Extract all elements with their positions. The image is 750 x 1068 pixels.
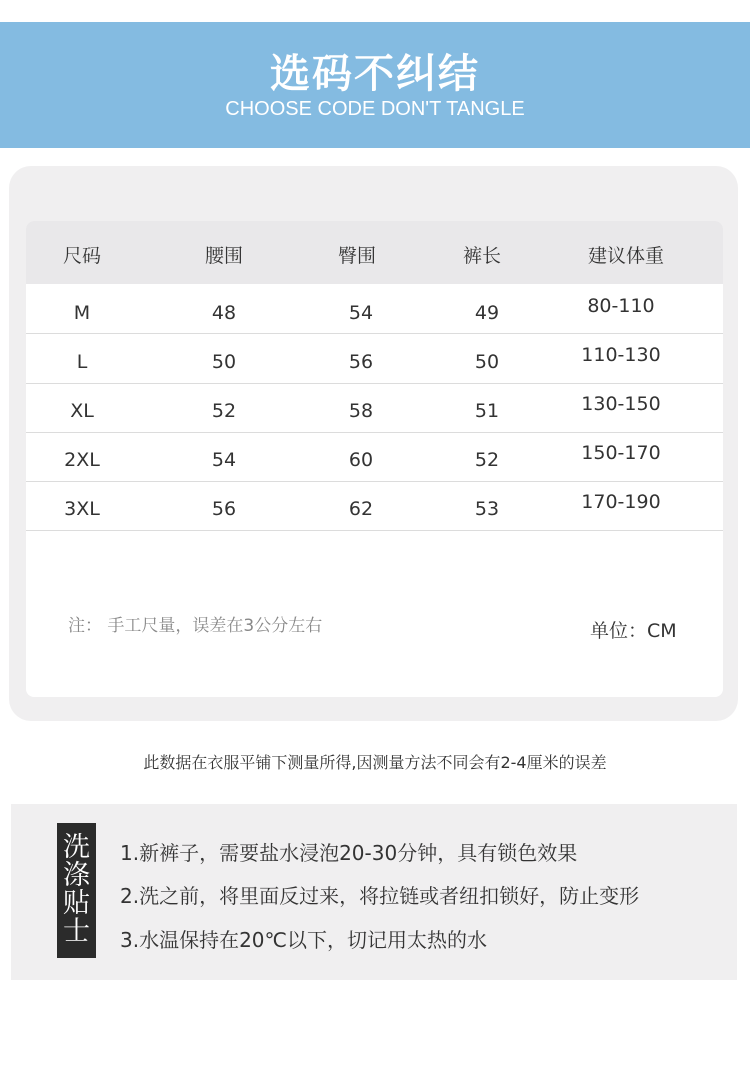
cell-hip: 58 — [348, 400, 374, 422]
table-row — [26, 284, 723, 334]
cell-weight: 110-130 — [581, 344, 661, 366]
cell-size: 3XL — [64, 498, 100, 520]
cell-waist: 56 — [211, 498, 237, 520]
cell-size: XL — [70, 400, 94, 422]
cell-weight: 80-110 — [587, 295, 655, 317]
cell-length: 49 — [474, 302, 500, 324]
column-header-weight: 建议体重 — [587, 245, 664, 267]
cell-waist: 50 — [211, 351, 237, 373]
column-header-length: 裤长 — [462, 245, 501, 267]
cell-hip: 56 — [348, 351, 374, 373]
cell-hip: 62 — [348, 498, 374, 520]
cell-length: 51 — [474, 400, 500, 422]
cell-weight: 150-170 — [581, 442, 661, 464]
cell-waist: 48 — [211, 302, 237, 324]
table-row — [26, 334, 723, 384]
page-subtitle: CHOOSE CODE DON'T TANGLE — [225, 98, 525, 120]
wash-tip: 3.水温保持在20℃以下，切记用太热的水 — [120, 928, 487, 952]
cell-weight: 170-190 — [581, 491, 661, 513]
cell-length: 52 — [474, 449, 500, 471]
wash-tips-badge — [57, 823, 96, 958]
cell-length: 53 — [474, 498, 500, 520]
unit-label: 单位：CM — [590, 620, 677, 642]
cell-hip: 60 — [348, 449, 374, 471]
wash-tip: 2.洗之前，将里面反过来，将拉链或者纽扣锁好，防止变形 — [120, 884, 640, 908]
cell-length: 50 — [474, 351, 500, 373]
wash-tip: 1.新裤子，需要盐水浸泡20-30分钟，具有锁色效果 — [120, 841, 578, 865]
cell-waist: 54 — [211, 449, 237, 471]
measurement-note: 注： 手工尺量，误差在3公分左右 — [68, 616, 323, 636]
size-table-header — [26, 221, 723, 284]
cell-size: L — [76, 351, 88, 373]
measurement-disclaimer: 此数据在衣服平铺下测量所得,因测量方法不同会有2-4厘米的误差 — [143, 753, 607, 772]
cell-hip: 54 — [348, 302, 374, 324]
column-header-size: 尺码 — [62, 245, 101, 267]
column-header-hip: 臀围 — [337, 245, 376, 267]
cell-size: 2XL — [64, 449, 100, 471]
cell-size: M — [73, 302, 91, 324]
cell-weight: 130-150 — [581, 393, 661, 415]
column-header-waist: 腰围 — [204, 245, 243, 267]
badge-char: 涤 — [63, 860, 90, 891]
page-title: 选码不纠结 — [270, 51, 480, 97]
table-row — [26, 481, 723, 531]
badge-char: 洗 — [63, 832, 90, 863]
table-row — [26, 432, 723, 482]
badge-char: 士 — [63, 916, 90, 947]
cell-waist: 52 — [211, 400, 237, 422]
badge-char: 贴 — [63, 888, 90, 919]
table-row — [26, 383, 723, 433]
